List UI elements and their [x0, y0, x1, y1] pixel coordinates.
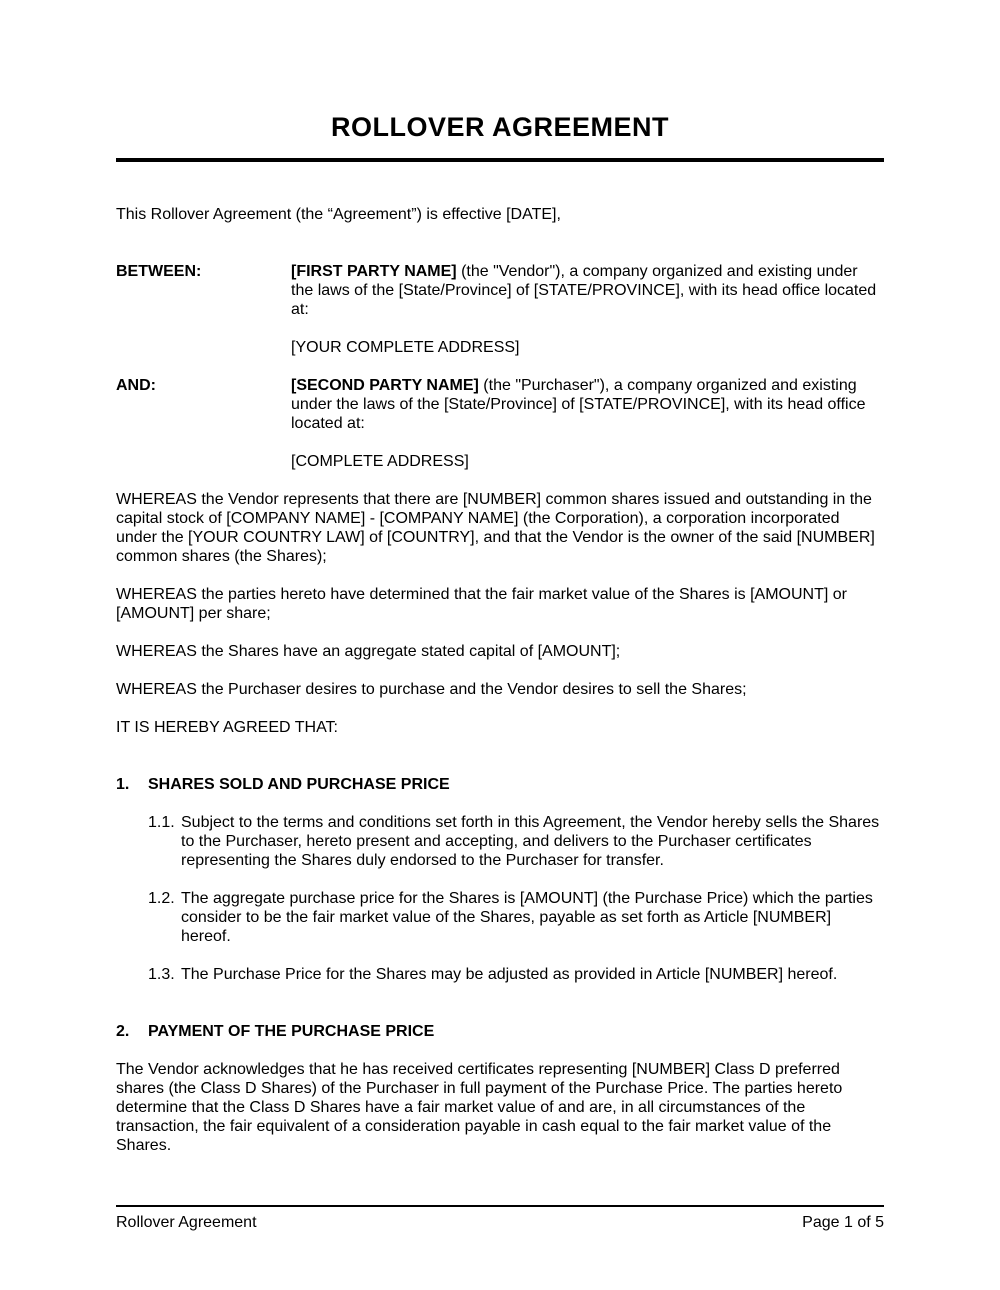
party-and-address: [COMPLETE ADDRESS] [291, 453, 469, 470]
clause-1-1-number: 1.1. [148, 814, 175, 831]
party-between-block [116, 262, 884, 357]
section-1-number: 1. [116, 776, 130, 793]
section-2-heading [116, 1022, 884, 1041]
intro-paragraph: This Rollover Agreement (the “Agreement”) is effective [DATE], [116, 206, 561, 223]
recital-paragraph-3: WHEREAS the Shares have an aggregate stated capital of [AMOUNT]; [116, 643, 621, 660]
clause-1-2 [148, 889, 884, 946]
party-between-body [291, 262, 884, 357]
section-1-title: SHARES SOLD AND PURCHASE PRICE [148, 776, 450, 793]
recital-paragraph-1: WHEREAS the Vendor represents that there are [NUMBER] common shares issued and outstanding in the capital stock of [COMPANY NAME] - [COMPANY NAME] (the Corporation), a corporation incorporated under the [YOUR COUNTRY LAW] of [COUNTRY], and that the Vendor is the owner of the said [NUMBER] common shares (the Shares); [116, 491, 875, 565]
clause-1-3 [148, 965, 884, 984]
footer-page-number: Page 1 of 5 [802, 1214, 884, 1231]
clause-1-3-text: The Purchase Price for the Shares may be adjusted as provided in Article [NUMBER] hereof. [181, 966, 838, 983]
party-and-description [291, 376, 884, 433]
document-title: ROLLOVER AGREEMENT [330, 112, 669, 142]
party-and-block [116, 376, 884, 471]
section-2-number: 2. [116, 1023, 130, 1040]
party-between-address: [YOUR COMPLETE ADDRESS] [291, 339, 520, 356]
party-between-label: BETWEEN: [116, 263, 202, 280]
party-and-description-text: (the "Purchaser"), a company organized and existing under the laws of the [State/Province] of [STATE/PROVINCE], with its head office located at: [291, 377, 866, 432]
agreement-lead-in: IT IS HEREBY AGREED THAT: [116, 719, 338, 736]
party-between-description [291, 262, 884, 319]
clause-1-3-number: 1.3. [148, 966, 175, 983]
party-and-name: [SECOND PARTY NAME] [291, 377, 479, 394]
party-and-body [291, 376, 884, 471]
clause-1-1 [148, 813, 884, 870]
section-2-title: PAYMENT OF THE PURCHASE PRICE [148, 1023, 435, 1040]
footer-rule [116, 1205, 884, 1207]
recital-paragraph-4: WHEREAS the Purchaser desires to purchase and the Vendor desires to sell the Shares; [116, 681, 747, 698]
footer-document-name: Rollover Agreement [116, 1214, 257, 1231]
clause-1-2-number: 1.2. [148, 890, 175, 907]
party-and-label: AND: [116, 377, 156, 394]
page-footer [116, 1205, 884, 1232]
clause-1-2-text: The aggregate purchase price for the Shares is [AMOUNT] (the Purchase Price) which the parties consider to be the fair market value of the Shares, payable as set forth as Article [NUMBER] hereof. [181, 890, 873, 945]
recital-paragraph-2: WHEREAS the parties hereto have determined that the fair market value of the Shares is [AMOUNT] or [AMOUNT] per share; [116, 586, 847, 622]
party-between-name: [FIRST PARTY NAME] [291, 263, 457, 280]
title-rule [116, 158, 884, 162]
party-between-description-text: (the "Vendor"), a company organized and existing under the laws of the [State/Province] of [STATE/PROVINCE], with its head office located at: [291, 263, 877, 318]
clause-1-1-text: Subject to the terms and conditions set forth in this Agreement, the Vendor hereby sells the Shares to the Purchaser, hereto present and accepting, and delivers to the Purchaser certificates representing the Shares duly endorsed to the Purchaser for transfer. [181, 814, 880, 869]
section-1-heading [116, 775, 884, 794]
section-2-paragraph: The Vendor acknowledges that he has received certificates representing [NUMBER] Class D preferred shares (the Class D Shares) of the Purchaser in full payment of the Purchase Price. The parties hereto determine that the Class D Shares have a fair market value of and are, in all circumstances of the transaction, the fair equivalent of a consideration payable in cash equal to the fair market value of the Shares. [116, 1061, 843, 1154]
footer-row [116, 1213, 884, 1232]
